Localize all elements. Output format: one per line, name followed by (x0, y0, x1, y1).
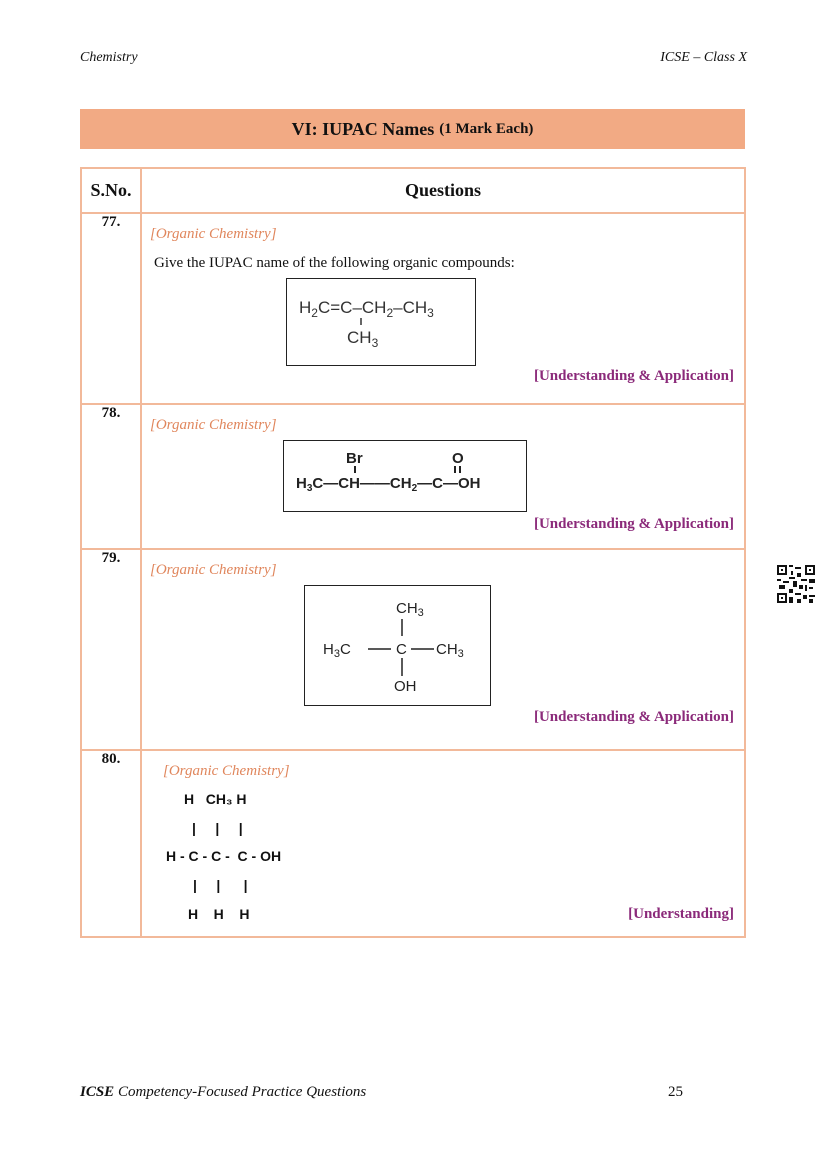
formula-line: H CH₃ H (184, 791, 247, 807)
table-row (81, 549, 745, 750)
skill-tag: [Understanding & Application] (533, 516, 734, 532)
topic-label: [Organic Chemistry] (163, 763, 290, 779)
page-number: 25 (668, 1084, 683, 1100)
question-cell (141, 750, 745, 937)
svg-text:CH3: $CH_3$ (347, 328, 379, 350)
question-text: Give the IUPAC name of the following organic compounds: (154, 255, 515, 271)
svg-text:H3C—CH——CH2—C—OH: $H_3C—CH——CH_2—C—OH$ (296, 475, 481, 494)
structure-diagram-77 (286, 278, 476, 366)
qr-code-icon (777, 565, 815, 603)
formula-line: H - C - C - C - OH (166, 848, 282, 864)
question-cell (141, 549, 745, 750)
question-number: 78. (81, 404, 141, 549)
topic-label: [Organic Chemistry] (150, 417, 277, 433)
svg-text:C: C (396, 641, 407, 658)
qr-code[interactable] (777, 565, 815, 603)
structure-77-svg (287, 279, 475, 365)
skill-tag: [Understanding] (628, 906, 734, 922)
svg-text:CH3: $CH_3$ (396, 600, 424, 619)
skill-tag: [Understanding & Application] (533, 709, 734, 725)
footer-title-rest: Competency-Focused Practice Questions (114, 1084, 367, 1100)
svg-text:CH3: $CH_3$ (436, 641, 464, 660)
skill-tag: [Understanding & Application] (533, 368, 734, 384)
formula-line: | | | (193, 877, 248, 893)
running-header-subject: Chemistry (80, 50, 138, 65)
formula-line: | | | (192, 820, 243, 836)
running-header-class: ICSE – Class X (660, 50, 747, 65)
section-subtitle: (1 Mark Each) (439, 120, 534, 137)
formula-line: H H H (188, 906, 250, 922)
question-cell (141, 404, 745, 549)
svg-text:Br: Br (346, 450, 363, 467)
footer-title (80, 1084, 366, 1101)
svg-text:H2C=C–CH2–CH3: $H_2C=C-CH_2-CH_3$ (299, 298, 434, 320)
svg-text:O: O (452, 450, 464, 467)
question-number: 77. (81, 213, 141, 404)
column-header-questions: Questions (141, 168, 745, 213)
footer-title-bold: ICSE (80, 1084, 115, 1100)
section-banner (80, 109, 745, 149)
column-header-sno: S.No. (81, 168, 141, 213)
structure-78-svg (284, 441, 526, 511)
svg-text:H3C: $H_3C$ (323, 641, 351, 660)
structure-diagram-78 (283, 440, 527, 512)
question-cell (141, 213, 745, 404)
table-row (81, 750, 745, 937)
table-header-row (81, 168, 745, 213)
section-title: VI: IUPAC Names (291, 118, 435, 139)
structure-79-svg (305, 586, 490, 705)
table-row (81, 213, 745, 404)
question-number: 80. (81, 750, 141, 937)
structure-diagram-79 (304, 585, 491, 706)
svg-text:OH: OH (394, 678, 417, 695)
question-number: 79. (81, 549, 141, 750)
topic-label: [Organic Chemistry] (150, 562, 277, 578)
table-row (81, 404, 745, 549)
questions-table (80, 167, 746, 938)
topic-label: [Organic Chemistry] (150, 226, 277, 242)
